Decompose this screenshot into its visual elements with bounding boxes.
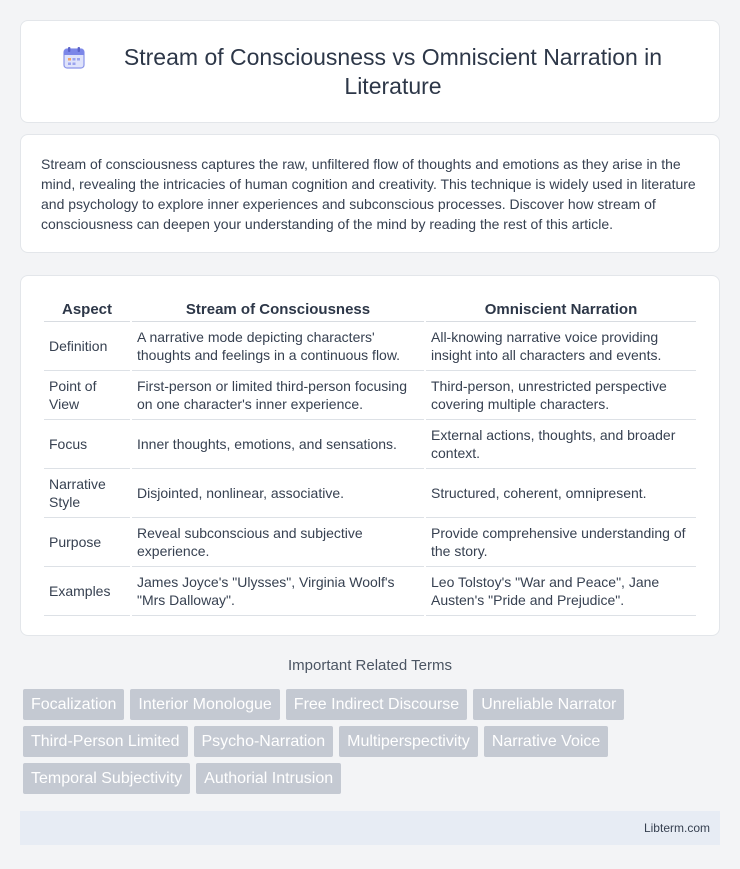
page-title: Stream of Consciousness vs Omniscient Narration in Literature	[123, 43, 663, 99]
row-omniscient-value: Structured, coherent, omnipresent.	[426, 469, 696, 518]
row-aspect: Focus	[44, 420, 130, 469]
row-stream-value: James Joyce's "Ulysses", Virginia Woolf's "Mrs Dalloway".	[132, 567, 424, 616]
comparison-card	[20, 275, 720, 636]
footer-site-link[interactable]: Libterm.com	[643, 821, 710, 835]
table-header-row	[44, 296, 696, 322]
row-stream-value: Reveal subconscious and subjective experience.	[132, 518, 424, 567]
table-row	[44, 567, 696, 616]
row-omniscient-value: Leo Tolstoy's "War and Peace", Jane Austen's "Pride and Prejudice".	[426, 567, 696, 616]
table-row	[44, 469, 696, 518]
table-row	[44, 420, 696, 469]
calendar-icon	[61, 45, 87, 71]
row-omniscient-value: Third-person, unrestricted perspective covering multiple characters.	[426, 371, 696, 420]
tag-temporal-subjectivity[interactable]: Temporal Subjectivity	[23, 763, 190, 794]
title-wrap	[61, 43, 679, 101]
table-row	[44, 322, 696, 371]
row-omniscient-value: All-knowing narrative voice providing insight into all characters and events.	[426, 322, 696, 371]
row-stream-value: Inner thoughts, emotions, and sensations.	[132, 420, 424, 469]
table-row	[44, 371, 696, 420]
row-aspect: Examples	[44, 567, 130, 616]
intro-card	[20, 134, 720, 253]
header-aspect: Aspect	[44, 296, 130, 322]
related-terms-heading: Important Related Terms	[288, 657, 452, 674]
row-omniscient-value: Provide comprehensive understanding of the story.	[426, 518, 696, 567]
row-aspect: Point of View	[44, 371, 130, 420]
related-terms-list	[23, 689, 723, 800]
tag-interior-monologue[interactable]: Interior Monologue	[130, 689, 279, 720]
comparison-table	[42, 296, 698, 616]
header-stream-of-consciousness: Stream of Consciousness	[132, 296, 424, 322]
tag-third-person-limited[interactable]: Third-Person Limited	[23, 726, 188, 757]
row-aspect: Narrative Style	[44, 469, 130, 518]
tag-free-indirect-discourse[interactable]: Free Indirect Discourse	[286, 689, 467, 720]
tag-unreliable-narrator[interactable]: Unreliable Narrator	[473, 689, 624, 720]
row-aspect: Definition	[44, 322, 130, 371]
intro-paragraph: Stream of consciousness captures the raw, unfiltered flow of thoughts and emotions as they arise in the mind, revealing the intricacies of human cognition and creativity. This technique is widely used in literature and psychology to explore inner experiences and subconscious processes. Discover how stream of consciousness can deepen your understanding of the mind by reading the rest of this article.	[41, 156, 696, 232]
header-omniscient-narration: Omniscient Narration	[426, 296, 696, 322]
row-stream-value: Disjointed, nonlinear, associative.	[132, 469, 424, 518]
table-row	[44, 518, 696, 567]
row-stream-value: First-person or limited third-person focusing on one character's inner experience.	[132, 371, 424, 420]
row-aspect: Purpose	[44, 518, 130, 567]
tag-focalization[interactable]: Focalization	[23, 689, 124, 720]
row-omniscient-value: External actions, thoughts, and broader context.	[426, 420, 696, 469]
tag-narrative-voice[interactable]: Narrative Voice	[484, 726, 609, 757]
tag-authorial-intrusion[interactable]: Authorial Intrusion	[196, 763, 341, 794]
row-stream-value: A narrative mode depicting characters' thoughts and feelings in a continuous flow.	[132, 322, 424, 371]
footer	[20, 811, 720, 845]
title-card	[20, 20, 720, 123]
tag-multiperspectivity[interactable]: Multiperspectivity	[339, 726, 478, 757]
tag-psycho-narration[interactable]: Psycho-Narration	[194, 726, 334, 757]
